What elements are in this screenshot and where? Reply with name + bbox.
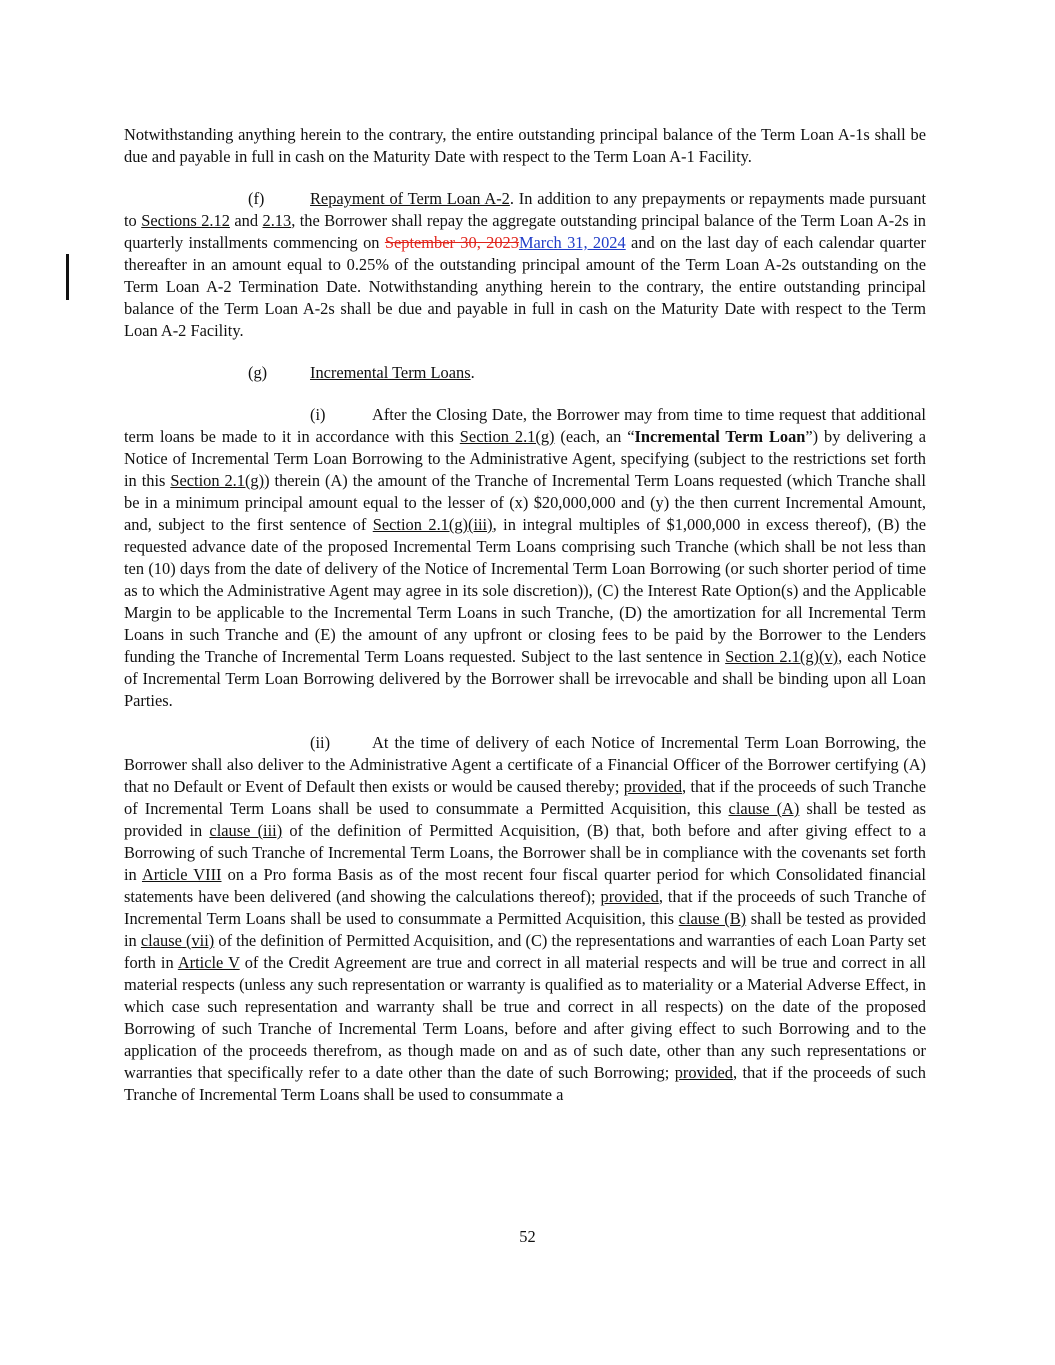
proviso-term: provided xyxy=(600,887,659,906)
section-g-heading: Incremental Term Loans xyxy=(310,363,471,382)
cross-reference: Section 2.1(g) xyxy=(170,471,265,490)
section-f-heading: Repayment of Term Loan A-2 xyxy=(310,189,510,208)
inserted-text: March 31, 2024 xyxy=(518,233,626,252)
revision-change-bar xyxy=(66,254,69,300)
cross-reference: Section 2.1(g)(iii) xyxy=(372,515,493,534)
paragraph-subsection-ii: (ii) At the time of delivery of each Notice of Incremental Term Loan Borrowing, the Borrower shall also deliver to the Administrative Agent a certificate of a Financial Officer of the Borrower certifying (A) that no Default or Event of Default then exists or would be caused thereby; provided, that if the proceeds of such Tranche of Incremental Term Loans shall be used to consummate a Permitted Acquisition, this clause (A) shall be tested as provided in clause (iii) of the definition of Permitted Acquisition, (B) that, both before and after giving effect to a Borrowing of such Tranche of Incremental Term Loans, the Borrower shall be in compliance with the covenants set forth in Article VIII on a Pro forma Basis as of the most recent four fiscal quarter period for which Consolidated financial statements have been delivered (and showing the calculations thereof); provided, that if the proceeds of such Tranche of Incremental Term Loans shall be used to consummate a Permitted Acquisition, this clause (B) shall be tested as provided in clause (vii) of the definition of Permitted Acquisition, and (C) the representations and warranties of each Loan Party set forth in Article V of the Credit Agreement are true and correct in all material respects and will be true and correct in all material respects (unless any such representation or warranty is qualified as to materiality or a Material Adverse Effect, in which case such representation and warranty shall be true and correct in all respects) on the date of the proposed Borrowing of such Tranche of Incremental Term Loans, before and after giving effect to such Borrowing and to the application of the proceeds therefrom, as though made on and as of such date, other than any such representations or warranties that specifically refer to a date other than the date of such Borrowing; provided, that if the proceeds of such Tranche of Incremental Term Loans shall be used to consummate a xyxy=(124,733,927,1104)
cross-reference: Sections 2.12 xyxy=(141,211,230,230)
cross-reference: 2.13 xyxy=(262,211,292,230)
proviso-term: provided xyxy=(674,1063,733,1082)
cross-reference: clause (A) xyxy=(728,799,800,818)
paragraph-section-g: (g) Incremental Term Loans. xyxy=(248,363,475,382)
cross-reference: clause (B) xyxy=(678,909,747,928)
paragraph-section-f: (f) Repayment of Term Loan A-2. In addition to any prepayments or repayments made pursuant to Sections 2.12 and 2.13, the Borrower shall repay the aggregate outstanding principal balance of the Term Loan A-2s in quarterly installments commencing on September 30, 2023March 31, 2024 and on the last day of each calendar quarter thereafter in an amount equal to 0.25% of the outstanding principal amount of the Term Loan A-2s outstanding on the Term Loan A-2 Termination Date. Notwithstanding anything herein to the contrary, the entire outstanding principal balance of the Term Loan A-2s shall be due and payable in full in cash on the Maturity Date with respect to the Term Loan A-2 Facility. xyxy=(124,189,927,340)
section-f-label: (f) xyxy=(248,189,265,208)
document-page xyxy=(124,124,926,1106)
defined-term: Incremental Term Loan xyxy=(634,427,806,446)
subsection-ii-label: (ii) xyxy=(310,733,331,752)
cross-reference: Section 2.1(g)(v) xyxy=(725,647,839,666)
paragraph-subsection-i: (i) After the Closing Date, the Borrower may from time to time request that additional term loans be made to it in accordance with this Section 2.1(g) (each, an “Incremental Term Loan”) by delivering a Notice of Incremental Term Loan Borrowing to the Administrative Agent, specifying (subject to the restrictions set forth in this Section 2.1(g)) therein (A) the amount of the Tranche of Incremental Term Loans requested (which Tranche shall be in a minimum principal amount equal to the lesser of (x) $20,000,000 and (y) the then current Incremental Amount, and, subject to the first sentence of Section 2.1(g)(iii), in integral multiples of $1,000,000 in excess thereof), (B) the requested advance date of the proposed Incremental Term Loans comprising such Tranche (which shall be not less than ten (10) days from the date of delivery of the Notice of Incremental Term Loan Borrowing (or such shorter period of time as to which the Administrative Agent may agree in its sole discretion)), (C) the Interest Rate Option(s) and the Applicable Margin to be applicable to the Incremental Term Loans in such Tranche, (D) the amortization for all Incremental Term Loans in such Tranche and (E) the amount of any upfront or closing fees to be paid by the Borrower to the Lenders funding the Tranche of Incremental Term Loans requested. Subject to the last sentence in Section 2.1(g)(v), each Notice of Incremental Term Loan Borrowing delivered by the Borrower shall be irrevocable and shall be binding upon all Loan Parties. xyxy=(124,405,926,710)
subsection-i-label: (i) xyxy=(310,405,326,424)
paragraph-term-loan-a1-maturity: Notwithstanding anything herein to the contrary, the entire outstanding principal balance of the Term Loan A-1s shall be due and payable in full in cash on the Maturity Date with respect to the Term Loan A-1 Facility. xyxy=(124,125,926,166)
deleted-text: September 30, 2023 xyxy=(384,233,519,252)
cross-reference: clause (vii) xyxy=(140,931,215,950)
cross-reference: Section 2.1(g) xyxy=(459,427,555,446)
cross-reference: clause (iii) xyxy=(209,821,283,840)
cross-reference: Article V xyxy=(177,953,240,972)
proviso-term: provided xyxy=(623,777,683,796)
page-number: 52 xyxy=(519,1227,536,1246)
section-g-label: (g) xyxy=(248,363,268,382)
cross-reference: Article VIII xyxy=(141,865,222,884)
